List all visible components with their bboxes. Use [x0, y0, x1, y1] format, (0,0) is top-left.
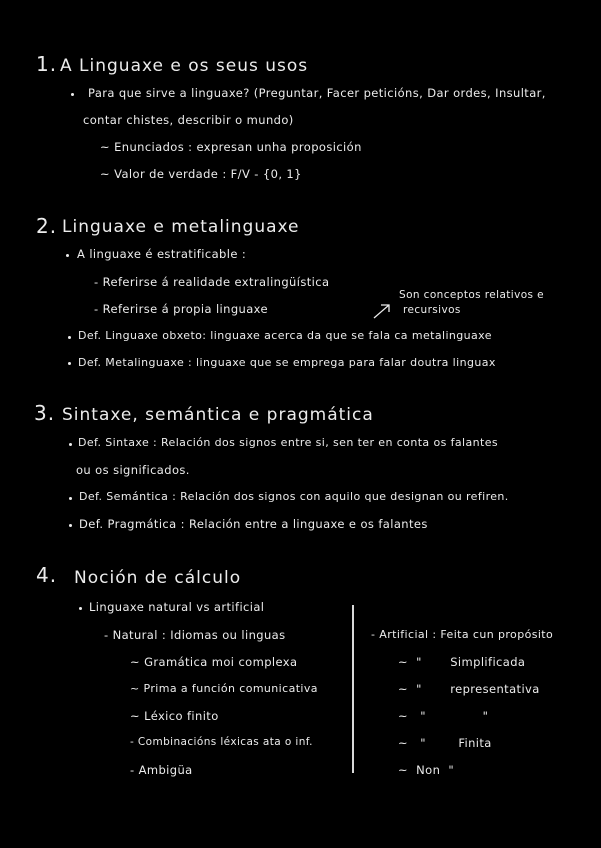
s1-bullet-2: ~ Enunciados : expresan unha proposición: [100, 140, 362, 154]
s4-bullet-1: Linguaxe natural vs artificial: [89, 600, 265, 614]
artificial-item: - Artificial : Feita cun propósito: [371, 628, 554, 641]
natural-item: ~ Gramática moi complexa: [130, 655, 298, 669]
bullet-dot: [68, 362, 71, 365]
s2-bullet-2: - Referirse á realidade extralingüística: [94, 275, 330, 289]
s1-bullet-1a: Para que sirve a linguaxe? (Preguntar, Facer peticións, Dar ordes, Insultar,: [88, 86, 546, 100]
natural-item: - Ambigüa: [130, 763, 193, 777]
natural-item: ~ Prima a función comunicativa: [130, 682, 318, 695]
bullet-dot: [69, 497, 72, 500]
bullet-dot: [71, 93, 74, 96]
section-2-number: 2.: [36, 214, 58, 238]
s3-bullet-1a: Def. Sintaxe : Relación dos signos entre si, sen ter en conta os falantes: [78, 436, 498, 449]
natural-item: ~ Léxico finito: [130, 709, 219, 723]
artificial-item: ~ " Simplificada: [398, 655, 526, 669]
section-3-title: Sintaxe, semántica e pragmática: [62, 405, 374, 425]
section-3-number: 3.: [34, 401, 56, 425]
s2-note-a: Son conceptos relativos e: [399, 289, 545, 301]
s1-bullet-1b: contar chistes, describir o mundo): [83, 113, 294, 127]
bullet-dot: [79, 607, 82, 610]
s3-bullet-3: Def. Pragmática : Relación entre a linguaxe e os falantes: [79, 517, 428, 531]
s3-bullet-2: Def. Semántica : Relación dos signos con aquilo que designan ou refiren.: [79, 490, 509, 503]
s2-bullet-5: Def. Metalinguaxe : linguaxe que se emprega para falar doutra linguax: [78, 356, 496, 369]
column-divider: [352, 605, 354, 773]
s2-note-b: recursivos: [403, 304, 461, 316]
s1-bullet-3: ~ Valor de verdade : F/V - {0, 1}: [100, 167, 302, 181]
s2-bullet-1: A linguaxe é estratificable :: [77, 247, 247, 261]
natural-item: - Natural : Idiomas ou linguas: [104, 628, 286, 642]
arrow-icon: [372, 302, 392, 320]
s2-bullet-4: Def. Linguaxe obxeto: linguaxe acerca da que se fala ca metalinguaxe: [78, 329, 492, 342]
bullet-dot: [69, 524, 72, 527]
s2-bullet-3: - Referirse á propia linguaxe: [94, 302, 269, 316]
section-2-title: Linguaxe e metalinguaxe: [62, 217, 300, 237]
section-1-number: 1.: [36, 52, 58, 76]
artificial-item: ~ " Finita: [398, 736, 492, 750]
section-4-title: Noción de cálculo: [74, 568, 242, 588]
section-4-number: 4.: [36, 563, 58, 587]
artificial-item: ~ " representativa: [398, 682, 540, 696]
natural-item: - Combinacións léxicas ata o inf.: [130, 736, 313, 748]
artificial-item: ~ Non ": [398, 763, 455, 777]
bullet-dot: [68, 336, 71, 339]
bullet-dot: [69, 443, 72, 446]
artificial-item: ~ " ": [398, 709, 489, 723]
section-1-title: A Linguaxe e os seus usos: [60, 56, 309, 76]
s3-bullet-1b: ou os significados.: [76, 463, 190, 477]
bullet-dot: [66, 254, 69, 257]
